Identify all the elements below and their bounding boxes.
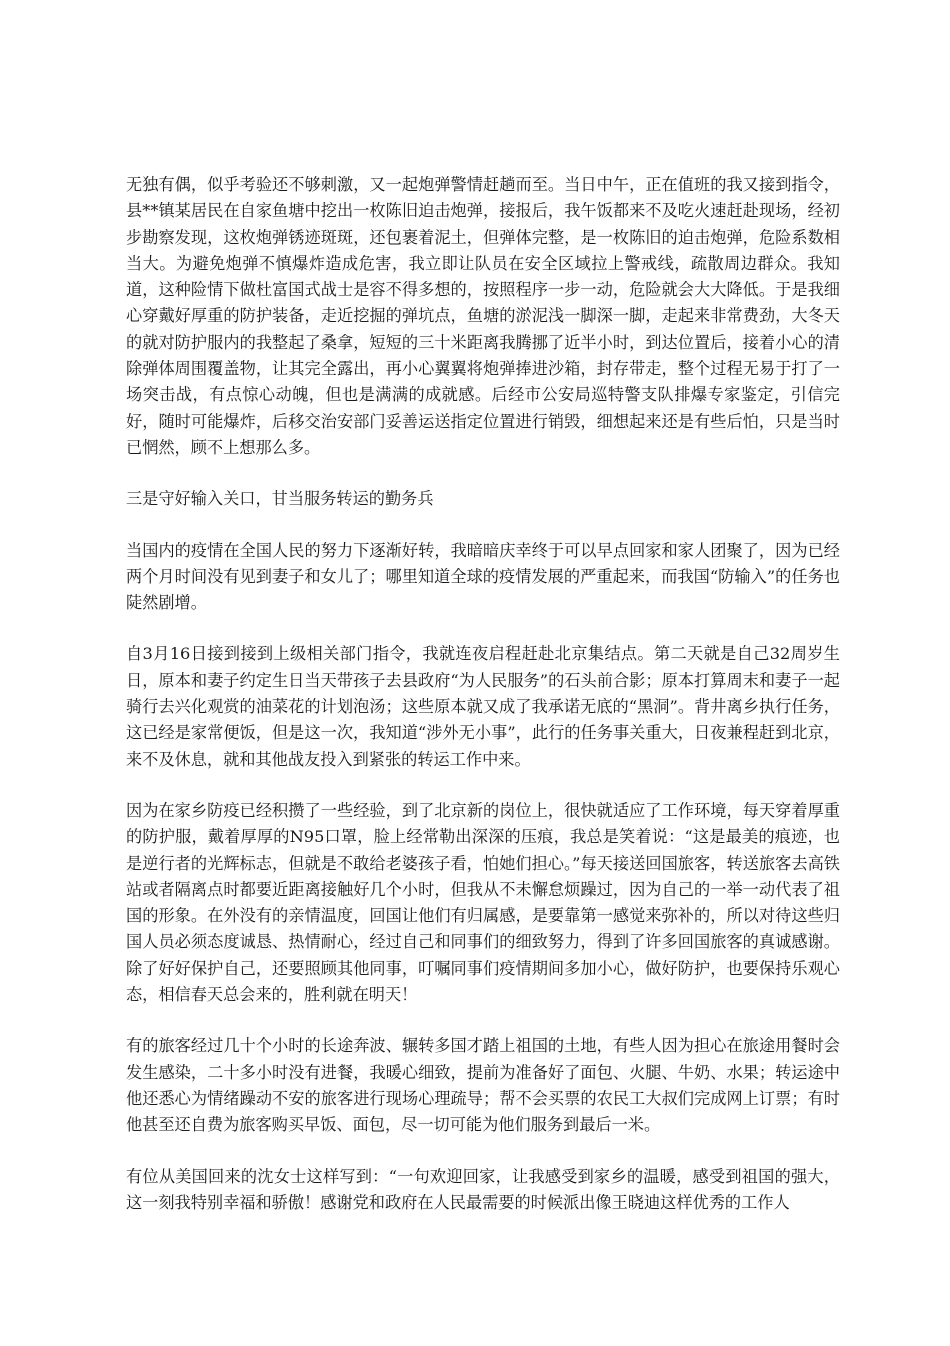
paragraph-epidemic-improving: 当国内的疫情在全国人民的努力下逐渐好转，我暗暗庆幸终于可以早点回家和家人团聚了，因为已经两个月时间没有见到妻子和女儿了；哪里知道全球的疫情发展的严重起来，而我国“防输入”的任务也陡然剧增。 bbox=[126, 540, 840, 613]
paragraph-bomb-disposal: 无独有偶，似乎考验还不够刺激，又一起炮弹警情赶趟而至。当日中午，正在值班的我又接到指令，县**镇某居民在自家鱼塘中挖出一枚陈旧迫击炮弹，接报后，我午饭都来不及吃火速赶赴现场，经初步勘察发现，这枚炮弹锈迹斑斑，还包裹着泥土，但弹体完整，是一枚陈旧的迫击炮弹，危险系数相当大。为避免炮弹不慎爆炸造成危害，我立即让队员在安全区域拉上警戒线，疏散周边群众。我知道，这种险情下做杜富国式战士是容不得多想的，按照程序一步一动，危险就会大大降低。于是我细心穿戴好厚重的防护装备，走近挖掘的弹坑点，鱼塘的淤泥浅一脚深一脚，走起来非常费劲，大冬天的就对防护服内的我整起了桑拿，短短的三十米距离我腾挪了近半小时，到达位置后，接着小心的清除弹体周围覆盖物，让其完全露出，再小心翼翼将炮弹捧进沙箱，封存带走，整个过程无易于打了一场突击战，有点惊心动魄，但也是满满的成就感。后经市公安局巡特警支队排爆专家鉴定，引信完好，随时可能爆炸，后移交治安部门妥善运送指定位置进行销毁，细想起来还是有些后怕，只是当时已惘然，顾不上想那么多。 bbox=[126, 175, 840, 457]
paragraph-beijing-assignment: 自3月16日接到接到上级相关部门指令，我就连夜启程赶赴北京集结点。第二天就是自己32周岁生日，原本和妻子约定生日当天带孩子去县政府“为人民服务”的石头前合影；原本打算周末和妻子一起骑行去兴化观赏的油菜花的计划泡汤；这些原本就又成了我承诺无底的“黑洞”。背井离乡执行任务，这已经是家常便饭，但是这一次，我知道“涉外无小事”，此行的任务事关重大，日夜兼程赶到北京，来不及休息，就和其他战友投入到紧张的转运工作中来。 bbox=[126, 644, 840, 769]
paragraph-thank-you-quote: 有位从美国回来的沈女士这样写到：“一句欢迎回家，让我感受到家乡的温暖，感受到祖国的强大，这一刻我特别幸福和骄傲！感谢党和政府在人民最需要的时候派出像王晓迪这样优秀的工作人 bbox=[126, 1166, 840, 1212]
paragraph-transfer-work: 因为在家乡防疫已经积攒了一些经验，到了北京新的岗位上，很快就适应了工作环境，每天穿着厚重的防护服，戴着厚厚的N95口罩，脸上经常勒出深深的压痕，我总是笑着说：“这是最美的痕迹，也是逆行者的光辉标志，但就是不敢给老婆孩子看，怕她们担心。”每天接送回国旅客，转送旅客去高铁站或者隔离点时都要近距离接触好几个小时，但我从不未懈怠烦躁过，因为自己的一举一动代表了祖国的形象。在外没有的亲情温度，回国让他们有归属感，是要靠第一感觉来弥补的，所以对待这些归国人员必须态度诚恳、热情耐心，经过自己和同事们的细致努力，得到了许多回国旅客的真诚感谢。除了好好保护自己，还要照顾其他同事，叮嘱同事们疫情期间多加小心，做好防护，也要保持乐观心态，相信春天总会来的，胜利就在明天！ bbox=[126, 800, 840, 1005]
document-body bbox=[126, 172, 840, 1241]
paragraph-traveler-care: 有的旅客经过几十个小时的长途奔波、辗转多国才踏上祖国的土地，有些人因为担心在旅途用餐时会发生感染，二十多小时没有进餐，我暖心细致，提前为准备好了面包、火腿、牛奶、水果；转运途中他还悉心为情绪躁动不安的旅客进行现场心理疏导；帮不会买票的农民工大叔们完成网上订票；有时他甚至还自费为旅客购买早饭、面包，尽一切可能为他们服务到最后一米。 bbox=[126, 1036, 840, 1135]
section-heading: 三是守好输入关口，甘当服务转运的勤务兵 bbox=[126, 489, 434, 509]
